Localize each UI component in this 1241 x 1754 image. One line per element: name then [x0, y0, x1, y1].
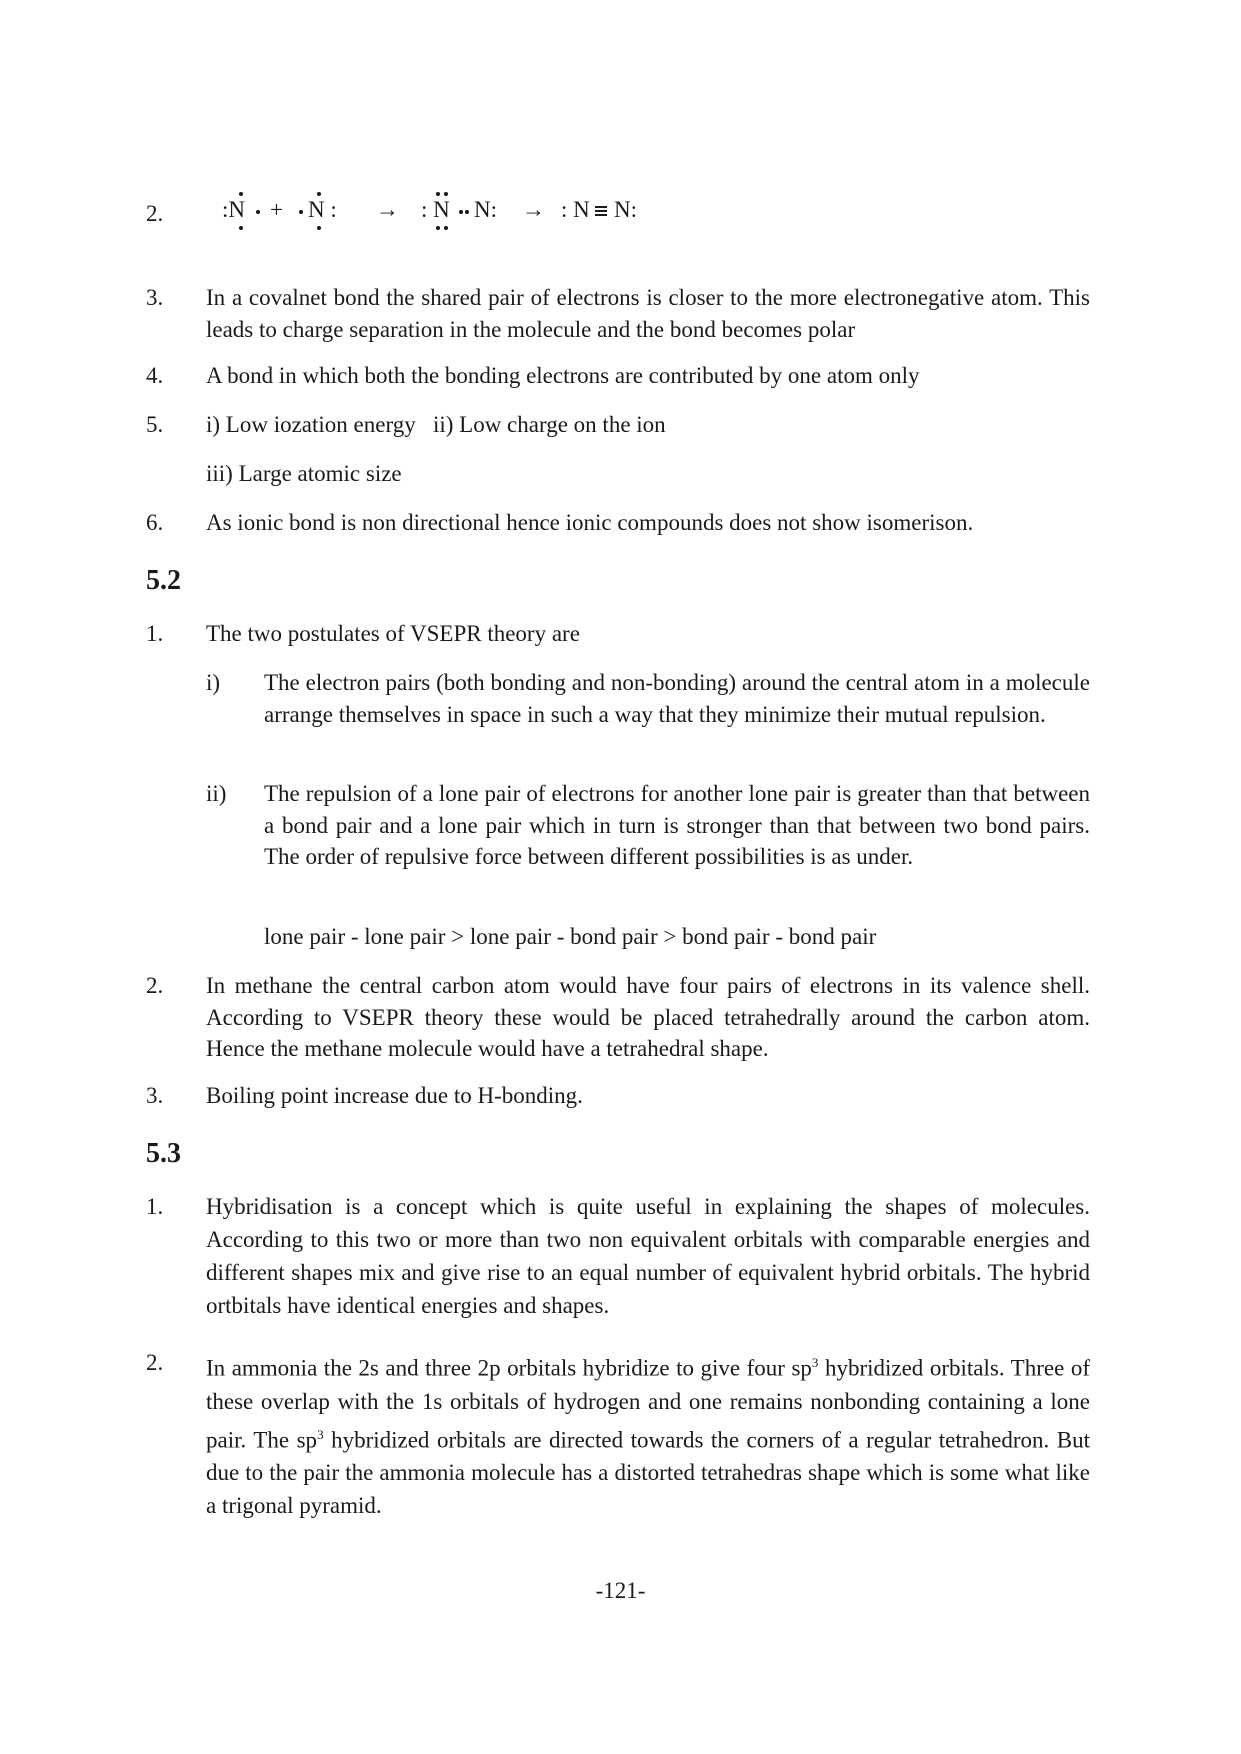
lewis-nitrogen-1: :N [222, 197, 245, 222]
lewis-nitrogen-3: : N [421, 197, 450, 222]
repulsion-order: lone pair - lone pair > lone pair - bond pair > bond pair - bond pair [264, 924, 877, 949]
page-number: -121- [595, 1578, 646, 1603]
document-page: 2. :N + N : → : N N: → : N N: 3. In a covalnet bond the shared pair of electrons is closer to the more electronegative atom. This leads to charge separation in the molecule and the bond becomes polar 4. A bond in which both the bonding electrons are contributed by one atom only 5. i) Low iozation energy ii) Low charge on the ion iii) Large atomic size 6. As ionic bond is non directional hence ionic compounds does not show isomerison. 5.2 1. The two postulates of VSEPR theory are i) The electron pairs (both bonding and non-bonding) around the central atom in a molecule arrange themselves in space in such a way that they minimize their mutual repulsion. ii) The repulsion of a lone pair of electrons for another lone pair is greater than that between a bond pair and a lone pair which in turn is stronger than that between two bond pairs. The order of repulsive force between different possibilities is as under. lone pair - lone pair > lone pair - bond pair > bond pair - bond pair 2. In methane the central carbon atom would have four pairs of electrons in its valence shell. According to VSEPR theory these would be placed tetrahedrally around the carbon atom. Hence the methane molecule would have a tetrahedral shape. 3. Boiling point increase due to H-bonding. 5.3 1. Hybridisation is a concept which is quite useful in explaining the shapes of molecules. According to this two or more than two non equivalent orbitals with comparable energies and different shapes mix and give rise to an equal number of equivalent hybrid orbitals. The hybrid ortbitals have identical energies and shapes. 2. In ammonia the 2s and three 2p orbitals hybridize to give four $sp^3$ hybridized orbitals. Three of these overlap with the 1s orbitals of hydrogen and one remains nonbonding containing a lone pair. The $sp^3$ hybridized orbitals are directed towards the corners of a regular tetrahedron. But due to the pair the ammonia molecule has a distorted tetrahedras shape which is some what like a trigonal pyramid. -121- [0, 0, 1241, 1754]
lewis-nitrogen-2: N : [308, 197, 337, 222]
item-number: 2. [146, 201, 164, 226]
lewis-arrow-1: → [376, 197, 399, 222]
section-heading: 5.2 [146, 565, 181, 596]
section-heading: 5.3 [146, 1138, 181, 1169]
lewis-plus: + [270, 197, 283, 222]
lewis-structure-equation [146, 192, 846, 242]
lewis-arrow-2: → [522, 197, 545, 222]
lewis-nitrogen-4: N: [474, 197, 497, 222]
lewis-nitrogen-6: N: [614, 197, 637, 222]
lewis-nitrogen-5: : N [561, 197, 590, 222]
